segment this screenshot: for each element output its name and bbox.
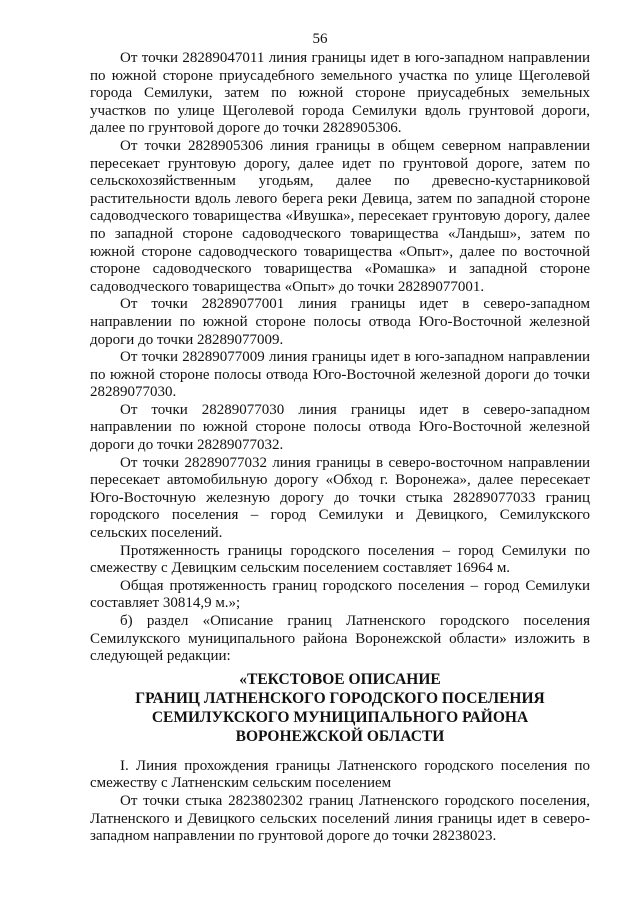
paragraph-6: От точки 28289077032 линия границы в северо-восточном направлении пересекает автомобильную дорогу «Обход г. Воронежа», далее пересекает Юго-Восточную железную дорогу до точки стыка 28289077033 границ городского поселения – город Семилуки и Девицкого, Семилукского сельских поселений. xyxy=(90,454,590,542)
spacer xyxy=(90,746,590,758)
paragraph-9: б) раздел «Описание границ Латненского городского поселения Семилукского муниципального района Воронежской области» изложить в следующей редакции: xyxy=(90,613,590,665)
heading-line-4: ВОРОНЕЖСКОЙ ОБЛАСТИ xyxy=(235,727,445,745)
section-heading xyxy=(90,670,590,746)
paragraph-3: От точки 28289077001 линия границы идет в северо-западном направлении по южной стороне полосы отвода Юго-Восточной железной дороги до точки 28289077009. xyxy=(90,296,590,348)
paragraph-8: Общая протяженность границ городского поселения – город Семилуки составляет 30814,9 м.»; xyxy=(90,577,590,612)
paragraph-11: От точки стыка 2823802302 границ Латненского городского поселения, Латненского и Девицкого сельских поселений линия границы идет в северо-западном направлении по грунтовой дороге до точки 28238023. xyxy=(90,792,590,845)
document-body xyxy=(90,50,590,846)
paragraph-2: От точки 2828905306 линия границы в общем северном направлении пересекает грунтовую дорогу, далее идет по грунтовой дороге, затем по сельскохозяйственным угодьям, далее по древесно-кустарниковой растительности вдоль левого берега реки Девица, затем по западной стороне садоводческого товарищества «Ивушка», пересекает грунтовую дорогу, далее по западной стороне садоводческого товарищества «Ландыш», затем по южной стороне садоводческого товарищества «Опыт», далее по восточной стороне садоводческого товарищества «Ромашка» и западной стороне садоводческого товарищества «Опыт» до точки 28289077001. xyxy=(90,137,590,295)
page-number: 56 xyxy=(312,31,328,47)
paragraph-7: Протяженность границы городского поселения – город Семилуки по смежеству с Девицким сельским поселением составляет 16964 м. xyxy=(90,542,590,577)
heading-line-3: СЕМИЛУКСКОГО МУНИЦИПАЛЬНОГО РАЙОНА xyxy=(151,708,529,726)
paragraph-10: I. Линия прохождения границы Латненского городского поселения по смежеству с Латненским сельским поселением xyxy=(90,757,590,792)
paragraph-1: От точки 28289047011 линия границы идет в юго-западном направлении по южной стороне приусадебного земельного участка по улице Щеголевой города Семилуки, затем по южной стороне приусадебных земельных участков по улице Щеголевой города Семилуки вдоль грунтовой дороги, далее по грунтовой дороге до точки 2828905306. xyxy=(90,50,590,137)
heading-line-1: «ТЕКСТОВОЕ ОПИСАНИЕ xyxy=(239,670,441,688)
paragraph-4: От точки 28289077009 линия границы идет в юго-западном направлении по южной стороне полосы отвода Юго-Восточной железной дороги до точки 28289077030. xyxy=(90,349,590,401)
heading-line-2: ГРАНИЦ ЛАТНЕНСКОГО ГОРОДСКОГО ПОСЕЛЕНИЯ xyxy=(135,689,545,707)
paragraph-5: От точки 28289077030 линия границы идет в северо-западном направлении по южной стороне полосы отвода Юго-Восточной железной дороги до точки 28289077032. xyxy=(90,401,590,454)
